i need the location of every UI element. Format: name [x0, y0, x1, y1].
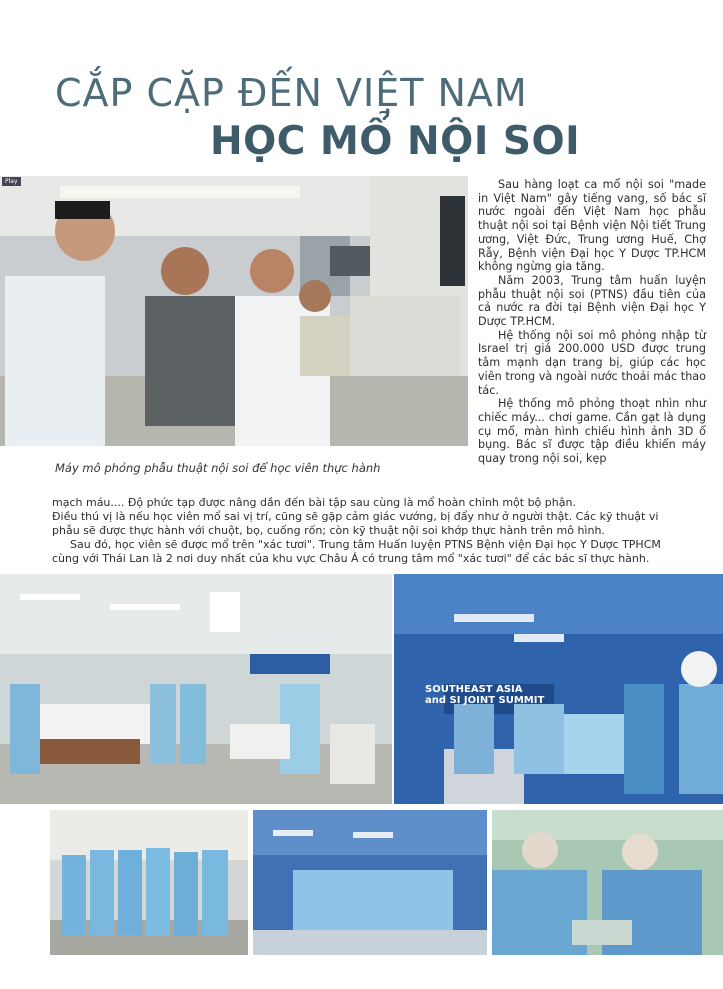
paragraph: mạch máu.... Độ phức tạp được nâng dần đến bài tập sau cùng là mổ hoàn chỉnh một bộ phận.: [52, 496, 576, 509]
paragraph: Hệ thống nội soi mô phỏng nhập từ Israel trị giá 200.000 USD được trung tâm mạnh dạn trang bị, giúp các học viên trong và ngoài nước thoải mác thao tác.: [478, 328, 706, 397]
training-room-photo: [0, 574, 392, 804]
full-width-text: [52, 496, 682, 566]
banner-text: [425, 684, 545, 706]
doctors-group-photo: [50, 810, 248, 955]
paragraph: Hệ thống mô phỏng thoạt nhìn như chiếc máy... chơi game. Cần gạt là dụng cụ mổ, màn hình chiếu hình ảnh 3D ổ bụng. Bác sĩ được tập điều khiển máy quay trong nội soi, kẹp: [478, 397, 706, 466]
play-badge: Play: [2, 177, 21, 186]
banner-line-1: SOUTHEAST ASIA: [425, 684, 523, 695]
paragraph: Sau hàng loạt ca mổ nội soi "made in Việt Nam" gây tiếng vang, số bác sĩ nước ngoài đến Việt Nam học phẫu thuật nội soi tại Bệnh viện Nội tiết Trung ương, Việt Đức, Trung ương Huế, Chợ Rẫy, Bệnh viện Đại học Y Dược TP.HCM không ngừng gia tăng.: [478, 178, 706, 274]
right-column-text: [478, 178, 706, 466]
banner-line-2: and SI JOINT SUMMIT: [425, 695, 545, 706]
surgeons-photo: [492, 810, 723, 955]
paragraph: Điều thú vị là nếu học viên mổ sai vị trí, cũng sẽ gặp cảm giác vướng, bị đẩy như ở người thật. Các kỹ thuật vi phẫu sẽ được thực hành với chuột, bọ, cuống rốn; còn kỹ thuật nội soi khớp thực hành trên mô hình.: [52, 510, 659, 537]
paragraph: Sau đó, học viên sẽ được mổ trên "xác tươi". Trung tâm Huấn luyện PTNS Bệnh viện Đại học Y Dược TPHCM cùng với Thái Lan là 2 nơi duy nhất của khu vực Châu Á có trung tâm mổ "xác tươi" để các bác sĩ thực hành.: [52, 538, 661, 565]
simulator-photo: [0, 176, 468, 446]
headline-line-2: HỌC MỔ NỘI SOI: [210, 119, 581, 164]
photo-caption: Máy mô phỏng phẫu thuật nội soi để học viên thực hành: [55, 461, 381, 475]
paragraph: Năm 2003, Trung tâm huấn luyện phẫu thuật nội soi (PTNS) đầu tiên của cả nước ra đời tại Bệnh viện Đại học Y Dược TP.HCM.: [478, 273, 706, 329]
headline-line-1: CẮP CẶP ĐẾN VIỆT NAM: [55, 71, 528, 115]
group-photo: [253, 810, 487, 955]
